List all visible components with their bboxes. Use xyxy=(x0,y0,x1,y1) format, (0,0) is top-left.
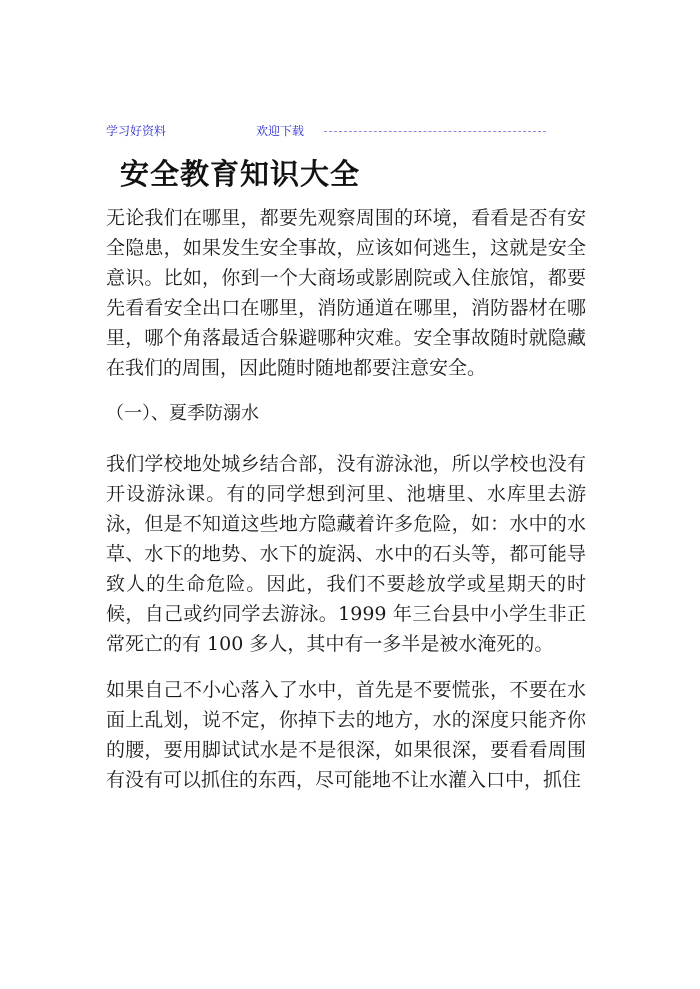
intro-paragraph: 无论我们在哪里，都要先观察周围的环境，看看是否有安全隐患，如果发生安全事故，应该如何逃生，这就是安全意识。比如，你到一个大商场或影剧院或入住旅馆，都要先看看安全出口在哪里，消防通道在哪里，消防器材在哪里，哪个角落最适合躲避哪种灾难。安全事故随时就隐藏在我们的周围，因此随时随地都要注意安全。 xyxy=(106,207,586,379)
body-paragraph-1: 我们学校地处城乡结合部，没有游泳池，所以学校也没有开设游泳课。有的同学想到河里、池塘里、水库里去游泳，但是不知道这些地方隐藏着许多危险，如：水中的水草、水下的地势、水下的旋涡、水中的石头等，都可能导致人的生命危险。因此，我们不要趁放学或星期天的时候，自己或约同学去游泳。1999 年三台县中小学生非正常死亡的有 100 多人，其中有一多半是被水淹死的。 xyxy=(106,453,586,655)
document-title: 安全教育知识大全 xyxy=(120,157,361,191)
header-left-text: 学习好资料 xyxy=(106,124,167,138)
body-paragraph-2: 如果自己不小心落入了水中，首先是不要慌张，不要在水面上乱划，说不定，你掉下去的地方，水的深度只能齐你的腰，要用脚试试水是不是很深，如果很深，要看看周围有没有可以抓住的东西，尽可能地不让水灌入口中，抓住 xyxy=(106,679,586,791)
document-body xyxy=(106,203,586,811)
page-header xyxy=(106,122,546,140)
section-heading: （一）、夏季防溺水 xyxy=(106,403,259,424)
header-right-text: 欢迎下载 xyxy=(256,124,305,138)
header-dashed-rule xyxy=(324,131,546,132)
